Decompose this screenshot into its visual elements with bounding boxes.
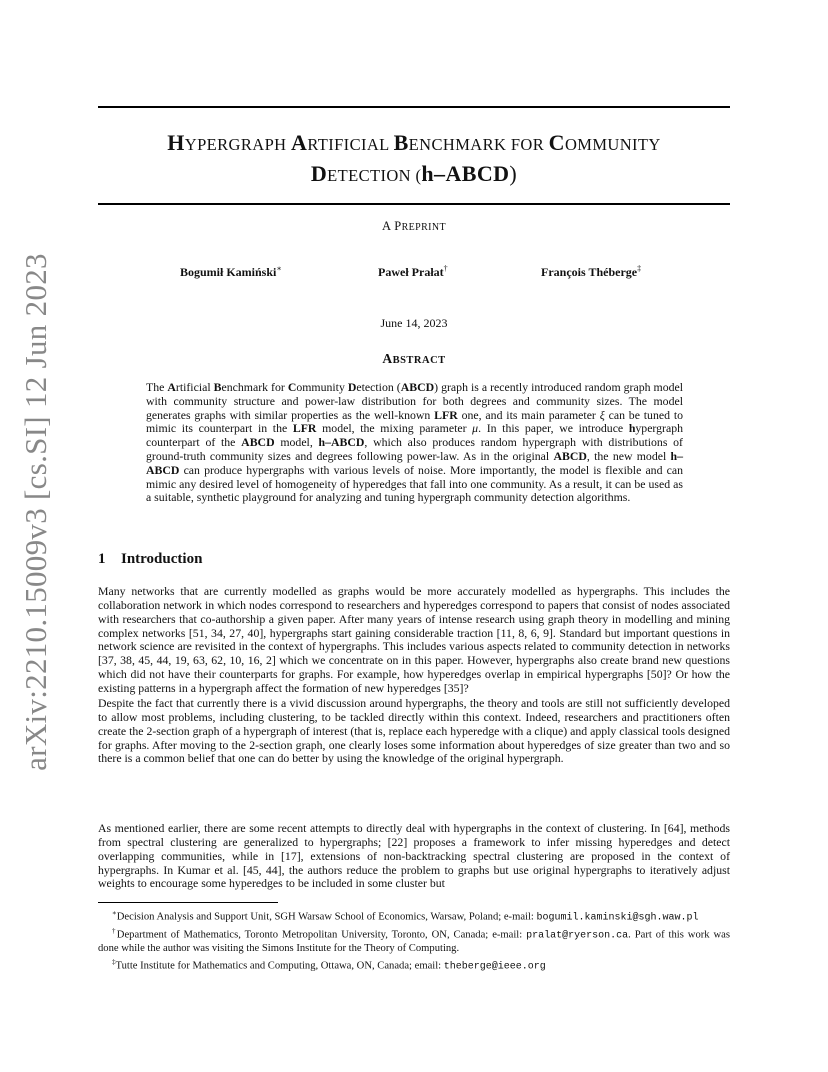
arxiv-stamp-text: arXiv:2210.15009v3 [cs.SI] 12 Jun 2023 bbox=[18, 253, 54, 771]
title-bottom-rule bbox=[98, 203, 730, 205]
footnote-2-email: pralat@ryerson.ca bbox=[526, 930, 629, 942]
footnote-1-email: bogumil.kaminski@sgh.waw.pl bbox=[536, 912, 699, 924]
abstract-heading: ABSTRACT bbox=[382, 351, 446, 366]
intro-paragraph-3: As mentioned earlier, there are some recent attempts to directly deal with hypergraphs in the context of clustering. In [64], methods from spectral clustering are generalized to hypergraphs; [22] proposes a framework to infer missing hyperedges and detect overlapping communities, while in [17], extensions of non-backtracking spectral clustering are proposed in the context of hypergraphs. In Kumar et al. [45, 44], the authors reduce the problem to graphs but use original hypergraphs to iteratively adjust weights to encourage some hyperedges to be included in some cluster but bbox=[98, 821, 730, 891]
section-heading-introduction: 1 Introduction bbox=[98, 551, 203, 567]
publication-date: June 14, 2023 bbox=[380, 316, 448, 330]
arxiv-stamp bbox=[16, 253, 56, 771]
footnote-1: ∗Decision Analysis and Support Unit, SGH Warsaw School of Economics, Warsaw, Poland; e-mail: bogumil.kaminski@sgh.waw.pl bbox=[112, 909, 699, 924]
footnote-3-email: theberge@ieee.org bbox=[443, 961, 546, 973]
title-top-rule bbox=[98, 106, 730, 108]
footnote-3: ‡Tutte Institute for Mathematics and Computing, Ottawa, ON, Canada; email: theberge@ieee.org bbox=[112, 957, 546, 973]
author-kaminski: Bogumił Kamiński∗ bbox=[180, 264, 282, 279]
preprint-label: A PREPRINT bbox=[381, 219, 447, 233]
author-theberge: François Théberge‡ bbox=[541, 264, 642, 279]
footnote-2: †Department of Mathematics, Toronto Metropolitan University, Toronto, ON, Canada; e-mail: pralat@ryerson.ca. Part of this work was done while the author was visiting the Simons Institute for the Theory of Computing. bbox=[98, 927, 730, 955]
footnotes bbox=[98, 907, 730, 974]
intro-paragraph-2: Despite the fact that currently there is a vivid discussion around hypergraphs, the theory and tools are still not sufficiently developed to allow most problems, including clustering, to be tackled directly within this context. Indeed, researchers and practitioners often create the 2-section graph of a hypergraph of interest (that is, replace each hyperedge with a clique) and apply classical tools designed for graphs. After moving to the 2-section graph, one clearly loses some information about hyperedges of size greater than two and so there is a common belief that one can do better by using the knowledge of the original hypergraph. bbox=[98, 696, 730, 766]
author-pralat: Paweł Prałat† bbox=[378, 264, 448, 279]
paper-title: HYPERGRAPH ARTIFICIAL BENCHMARK FOR COMMUNITY DETECTION (h–ABCD) bbox=[167, 130, 661, 186]
footnote-rule bbox=[98, 902, 278, 903]
intro-paragraph-1: Many networks that are currently modelled as graphs would be more accurately modelled as hypergraphs. This includes the collaboration network in which nodes correspond to researchers and hyperedges correspond to papers that consist of nodes associated with researchers that co-authorship a given paper. After many years of intense research using graph theory in modelling and mining complex networks [51, 34, 27, 40], hypergraphs start gaining considerable traction [11, 8, 6, 9]. Standard but important questions in network science are revisited in the context of hypergraphs. This includes various aspects related to community detection in networks [37, 38, 45, 44, 19, 63, 62, 10, 16, 2] which we concentrate on in this paper. However, hypergraphs also create brand new questions which did not have their counterparts for graphs. For example, how hyperedges overlap in empirical hypergraphs [50]? Or how the existing patterns in a hypergraph affect the formation of new hyperedges [35]? bbox=[98, 584, 730, 695]
abstract-text: The Artificial Benchmark for Community Detection (ABCD) graph is a recently introduced random graph model with community structure and power-law distribution for both degrees and community sizes. The model generates graphs with similar properties as the well-known LFR one, and its main parameter ξ can be tuned to mimic its counterpart in the LFR model, the mixing parameter μ. In this paper, we introduce hypergraph counterpart of the ABCD model, h–ABCD, which also produces random hypergraph with distributions of ground-truth community sizes and degrees following power-law. As in the original ABCD, the new model h–ABCD can produce hypergraphs with various levels of noise. More importantly, the model is flexible and can mimic any desired level of homogeneity of hyperedges that fall into one community. As a result, it can be used as a suitable, synthetic playground for analyzing and tuning hypergraph community detection algorithms. bbox=[146, 380, 684, 505]
